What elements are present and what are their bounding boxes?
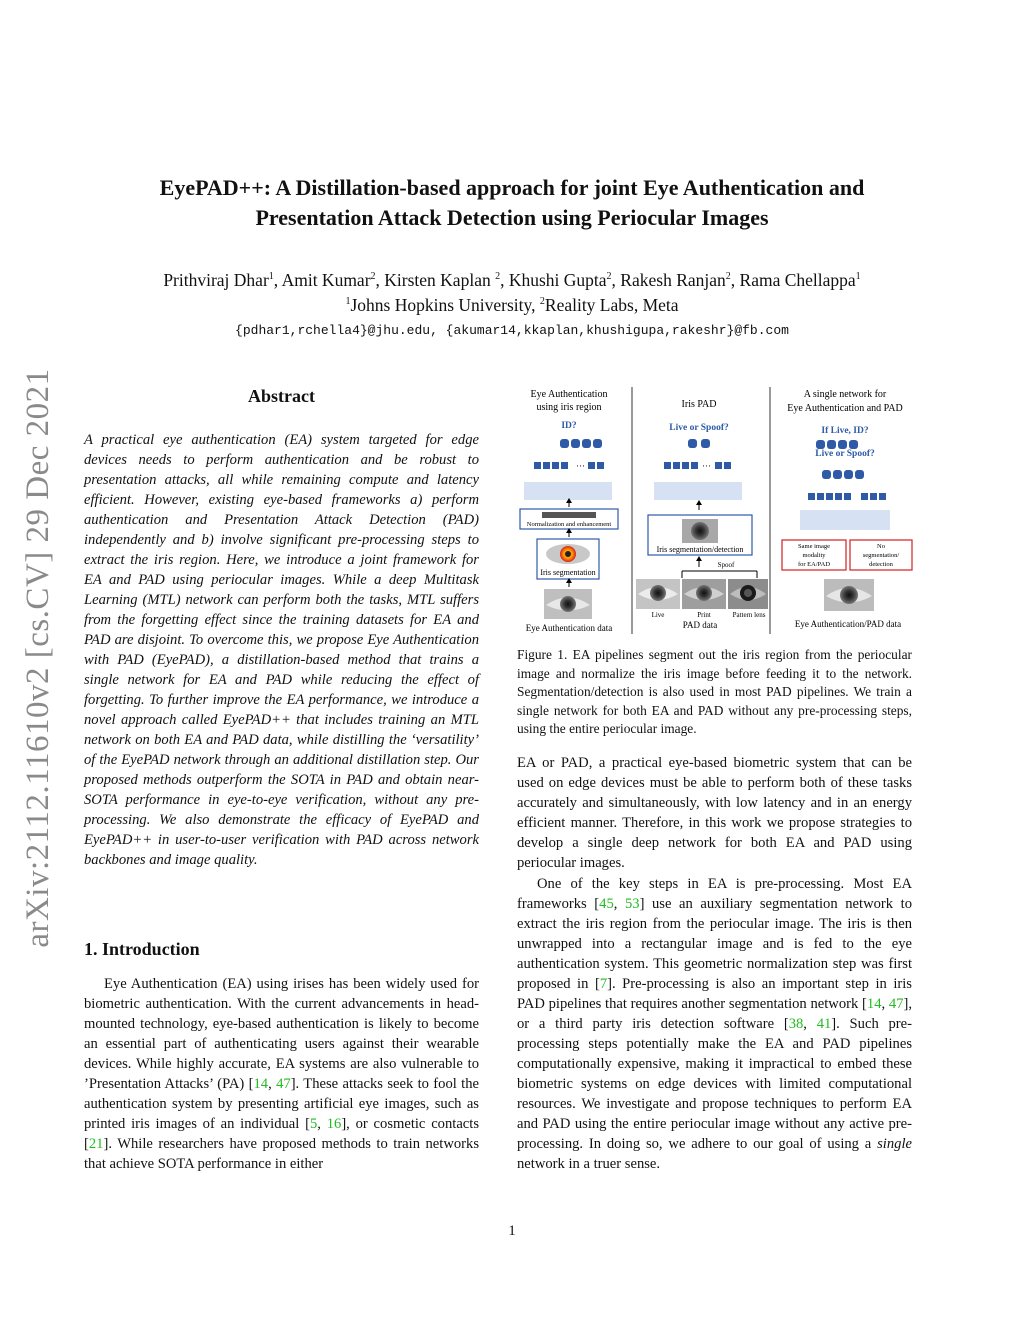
panel2-network-layer [654, 482, 742, 500]
panel2-data-label: PAD data [682, 620, 718, 630]
introduction-heading: 1. Introduction [84, 939, 200, 959]
panel3-output-nodes [822, 470, 864, 479]
panel1-header-line1: Eye Authentication [530, 389, 608, 400]
citation-link[interactable]: 53 [624, 896, 640, 912]
figure-1-diagram [512, 382, 924, 642]
author-name: Rakesh Ranjan [620, 270, 726, 290]
panel3-feature-nodes [808, 493, 886, 500]
panel2-output-label: Live or Spoof? [669, 423, 729, 433]
panel3-eye-image [824, 579, 874, 611]
panel2-spoof-label: Spoof [717, 561, 735, 569]
citation-link[interactable]: 21 [88, 1136, 104, 1152]
affiliation-marker: 2 [606, 271, 612, 283]
panel2-pattern-lens-eye-image [728, 579, 768, 609]
affiliation-list [60, 293, 964, 317]
citation-link[interactable]: 5 [309, 1116, 318, 1132]
citation-link[interactable]: 16 [326, 1116, 342, 1132]
right-column-paragraph-2: One of the key steps in EA is pre-processing. Most EA frameworks [45, 53] use an auxiliary segmentation network to extract the iris region from the periocular image. The iris is then unwrapped into a rectangular image and is fed to the eye authentication system. This geometric normalization step was first proposed in [7]. Pre-processing is also an important step in iris PAD pipelines that requires another segmentation network [14, 47], or a third party iris detection software [38, 41]. Such pre-processing steps potentially make the EA and PAD pipelines computationally expensive, making it impractical to embed these biometric systems on edge devices with limited computational resources. We investigate and propose techniques to perform EA and PAD using the entire periocular image without any active pre-processing. In doing so, we adhere to our goal of using a single network in a truer sense. [517, 876, 913, 1172]
title-line-2: Presentation Attack Detection using Periocular Images [255, 205, 769, 230]
title-line-1: EyePAD++: A Distillation-based approach for joint Eye Authentication and [159, 175, 865, 200]
panel1-feature-nodes [534, 461, 604, 471]
svg-text:···: ··· [702, 461, 711, 471]
citation-link[interactable]: 14 [866, 996, 882, 1012]
emphasis: single [877, 1136, 912, 1152]
affiliation-marker: 2 [539, 296, 545, 308]
panel3-box1-line2: modality [802, 552, 826, 559]
affiliation-marker: 2 [495, 271, 501, 283]
author-name: Prithviraj Dhar [163, 270, 269, 290]
panel2-output-nodes [688, 439, 710, 448]
panel2-detected-eye [682, 519, 718, 543]
introduction-paragraph: Eye Authentication (EA) using irises has been widely used for biometric authentication. With the current advancements in head-mounted technology, eye-based authentication is likely to become an essential part of authenticating users against their wearable devices. While highly accurate, EA systems are also vulnerable to ’Presentation Attacks’ (PA) [14, 47]. These attacks seek to fool the authentication system by presenting artificial eye images, such as printed iris images of an individual [5, 16], or cosmetic contacts [21]. While researchers have proposed methods to train networks that achieve SOTA performance in either [84, 976, 480, 1172]
panel-eye-authentication [520, 389, 618, 633]
panel3-output-label-1: If Live, ID? [821, 426, 869, 436]
affiliation-marker: 1 [268, 271, 274, 283]
affiliation-marker: 1 [345, 296, 351, 308]
arxiv-side-stamp: arXiv:2112.11610v2 [cs.CV] 29 Dec 2021 [20, 368, 56, 948]
panel3-data-label: Eye Authentication/PAD data [794, 619, 902, 629]
citation-link[interactable]: 38 [788, 1016, 804, 1032]
citation-link[interactable]: 41 [816, 1016, 832, 1032]
panel2-print-eye-image [682, 579, 726, 609]
author-name: Kirsten Kaplan [384, 270, 496, 290]
affiliation-marker: 2 [725, 271, 731, 283]
author-name: Amit Kumar [281, 270, 371, 290]
svg-text:···: ··· [576, 461, 585, 471]
citation-link[interactable]: 45 [599, 896, 614, 912]
affiliation-name: Reality Labs, Meta [544, 295, 679, 315]
page-number: 1 [508, 1223, 516, 1239]
panel2-segmentation-label: Iris segmentation/detection [656, 545, 744, 554]
panel2-print-label: Print [697, 611, 711, 619]
panel2-feature-nodes [664, 461, 731, 471]
panel3-box2-line2: segmentation/ [862, 552, 900, 559]
author-name: Rama Chellappa [739, 270, 856, 290]
figure-1-caption: Figure 1. EA pipelines segment out the iris region from the periocular image and normalize the iris image before feeding it to the network. Segmentation/detection is also used in most PAD pipelines. We train a single network for both EA and PAD without any pre-processing steps, using the entire periocular image. [517, 647, 912, 736]
paper-title [60, 173, 964, 233]
panel1-header-line2: using iris region [536, 402, 602, 413]
panel1-data-label: Eye Authentication data [525, 623, 613, 633]
panel-single-network [782, 389, 912, 629]
affiliation-marker: 2 [370, 271, 376, 283]
abstract-text: A practical eye authentication (EA) system targeted for edge devices needs to perform authentication and be robust to presentation attacks, all while remaining compute and latency efficient. However, existing eye-based frameworks a) perform authentication and Presentation Attack Detection (PAD) independently and b) involve significant pre-processing steps to extract the iris region. Here, we introduce a joint framework for EA and PAD using periocular images. While a deep Multitask Learning (MTL) network can perform both the tasks, MTL suffers from the forgetting effect since the training datasets for EA and PAD are disjoint. To overcome this, we propose Eye Authentication with PAD (EyePAD), a distillation-based method that trains a single network for EA and PAD while reducing the effect of forgetting. To further improve the EA performance, we introduce a novel approach called EyePAD++ that includes training an MTL network on both EA and PAD data, while distilling the ‘versatility’ of the EyePAD network through an additional distillation step. Our proposed methods outperform the SOTA in PAD and obtain near-SOTA performance in eye-to-eye verification, without any pre-processing. We also demonstrate the efficacy of EyePAD and EyePAD++ in user-to-user verification with PAD across network backbones and image quality. [84, 432, 479, 868]
citation-link[interactable]: 47 [888, 996, 904, 1012]
panel3-box2-line1: No [877, 543, 885, 550]
panel2-header: Iris PAD [681, 399, 717, 410]
panel1-output-nodes [560, 439, 602, 448]
panel3-box2-line3: detection [869, 561, 893, 568]
panel2-live-label: Live [651, 611, 665, 619]
panel1-output-label: ID? [561, 421, 577, 431]
panel1-eye-image [544, 589, 592, 619]
abstract-heading: Abstract [248, 386, 315, 406]
panel2-pattern-lens-label: Pattern lens [732, 611, 766, 619]
citation-link[interactable]: 47 [276, 1076, 291, 1092]
affiliation-marker: 1 [855, 271, 861, 283]
panel1-network-layer [524, 482, 612, 500]
panel1-normalization-label: Normalization and enhancement [526, 521, 612, 528]
panel-iris-pad [636, 399, 768, 630]
author-emails: {pdhar1,rchella4}@jhu.edu, {akumar14,kkaplan,khushigupa,rakeshr}@fb.com [235, 323, 789, 338]
panel3-header-line2: Eye Authentication and PAD [787, 403, 903, 414]
panel2-live-eye-image [636, 579, 680, 609]
affiliation-name: Johns Hopkins University, [350, 295, 540, 315]
panel1-segmentation-label: Iris segmentation [540, 568, 596, 577]
author-list: Prithviraj Dhar$^1$, Amit Kumar$^2$, Kirsten Kaplan $^2$, Khushi Gupta$^2$, Rakesh Ranjan$^2$, Rama Chellappa$^1$ [163, 270, 861, 290]
panel3-box1-line3: for EA/PAD [797, 561, 831, 568]
citation-link[interactable]: 7 [599, 976, 608, 992]
right-column-paragraph-1: EA or PAD, a practical eye-based biometric system that can be used on edge devices must be able to perform both of these tasks accurately and simultaneously, with low latency and in an energy efficient manner. Therefore, in this work we propose strategies to develop a single deep network for both EA and PAD using periocular images. [517, 755, 912, 871]
panel3-box1-line1: Same image [798, 543, 830, 550]
panel3-network-layer [800, 510, 890, 530]
author-name: Khushi Gupta [508, 270, 607, 290]
panel3-header-line1: A single network for [803, 389, 887, 400]
panel3-output-label-2: Live or Spoof? [815, 449, 875, 459]
citation-link[interactable]: 14 [253, 1076, 269, 1092]
